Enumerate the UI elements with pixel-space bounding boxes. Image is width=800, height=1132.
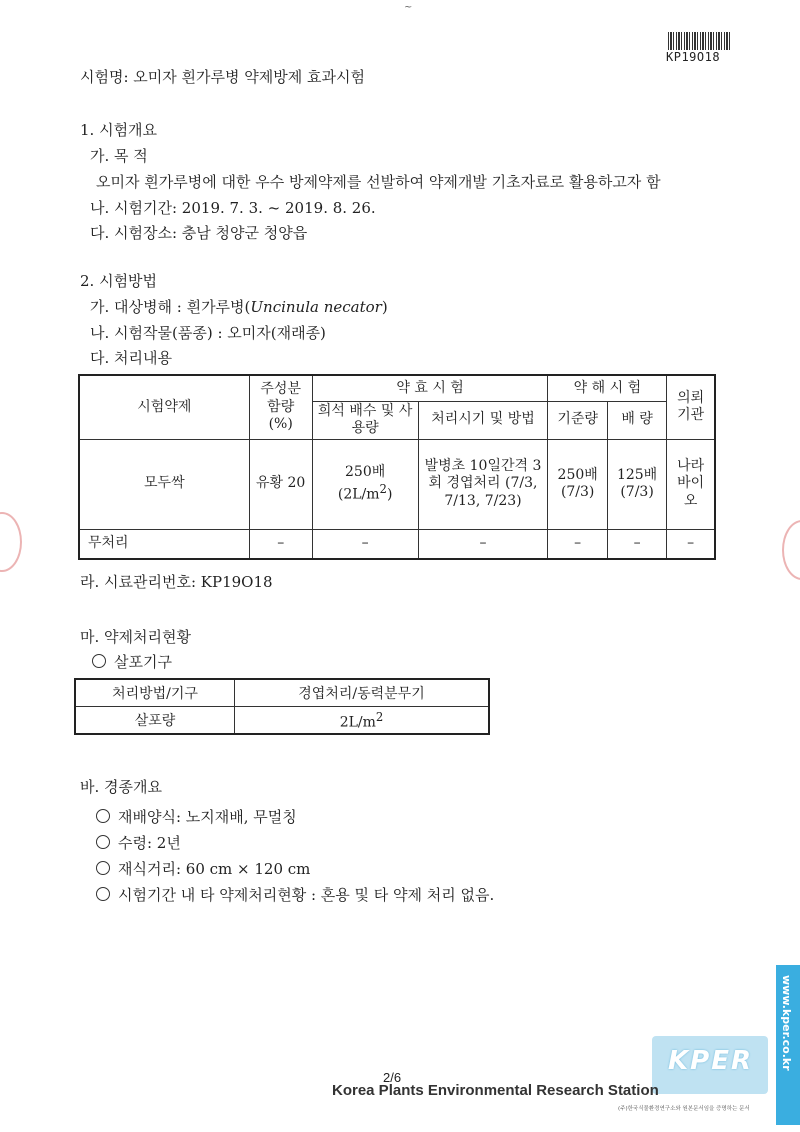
cell-dash: – xyxy=(548,529,607,559)
cell-double: 125배 (7/3) xyxy=(607,439,666,529)
cell-standard: 250배 (7/3) xyxy=(548,439,607,529)
treatment-label: 다. 처리내용 xyxy=(90,349,172,367)
circle-bullet-icon xyxy=(96,809,110,823)
header-efficacy: 약 효 시 험 xyxy=(312,375,548,401)
cell-drug: 모두싹 xyxy=(79,439,249,529)
barcode-image xyxy=(668,32,730,50)
target-disease: 가. 대상병해 : 흰가루병(Uncinula necator) xyxy=(90,298,388,316)
header-double: 배 량 xyxy=(607,401,666,439)
cell-dash: – xyxy=(249,529,312,559)
header-drug: 시험약제 xyxy=(79,375,249,439)
seal-stamp-right xyxy=(782,520,800,580)
spray-method-label: 처리방법/기구 xyxy=(75,679,235,707)
test-period: 나. 시험기간: 2019. 7. 3. ~ 2019. 8. 26. xyxy=(90,199,376,217)
section-ba-heading: 바. 경종개요 xyxy=(80,778,162,796)
top-mark: ~ xyxy=(404,2,413,13)
station-name: Korea Plants Environmental Research Station xyxy=(332,1082,659,1099)
header-phyto: 약 해 시 험 xyxy=(548,375,667,401)
cell-untreated: 무처리 xyxy=(79,529,249,559)
header-client: 의뢰 기관 xyxy=(667,375,715,439)
cultivation-item: 재배양식: 노지재배, 무멀칭 xyxy=(96,806,297,827)
spray-method-value: 경엽처리/동력분무기 xyxy=(235,679,490,707)
header-standard: 기준량 xyxy=(548,401,607,439)
scientific-name: Uncinula necator xyxy=(250,298,382,316)
section-1-heading: 1. 시험개요 xyxy=(80,121,158,139)
circle-bullet-icon xyxy=(96,887,110,901)
cell-client: 나라 바이 오 xyxy=(667,439,715,529)
seal-stamp-left xyxy=(0,512,22,572)
section-2-heading: 2. 시험방법 xyxy=(80,272,158,290)
spray-amount-value: $2L/m^2$ xyxy=(235,707,490,735)
circle-bullet-icon xyxy=(96,861,110,875)
cell-content: 유황 20 xyxy=(249,439,312,529)
test-crop: 나. 시험작물(품종) : 오미자(재래종) xyxy=(90,324,326,342)
spray-table xyxy=(74,678,490,735)
cell-dash: – xyxy=(667,529,715,559)
cell-dash: – xyxy=(607,529,666,559)
test-location: 다. 시험장소: 충남 청양군 청양읍 xyxy=(90,224,308,242)
website-url: www.kper.co.kr xyxy=(780,975,793,1071)
header-timing: 처리시기 및 방법 xyxy=(418,401,548,439)
document-code: KP19O18 xyxy=(666,50,721,64)
cultivation-item: 수령: 2년 xyxy=(96,832,181,853)
spray-amount-label: 살포량 xyxy=(75,707,235,735)
sprayer-label: 살포기구 xyxy=(92,651,172,672)
sample-number: 라. 시료관리번호: KP19O18 xyxy=(80,573,273,591)
header-content: 주성분 함량 (%) xyxy=(249,375,312,439)
purpose-label: 가. 목 적 xyxy=(90,147,148,165)
header-dilution: 희석 배수 및 사용량 xyxy=(312,401,418,439)
kper-logo-text: KPER xyxy=(668,1046,753,1076)
page-title: 시험명: 오미자 흰가루병 약제방제 효과시험 xyxy=(80,68,365,86)
circle-bullet-icon xyxy=(96,835,110,849)
cultivation-item: 재식거리: 60 cm × 120 cm xyxy=(96,858,310,879)
section-ma-heading: 마. 약제처리현황 xyxy=(80,628,191,646)
cultivation-item: 시험기간 내 타 약제처리현황 : 혼용 및 타 약제 처리 없음. xyxy=(96,884,494,905)
purpose-text: 오미자 흰가루병에 대한 우수 방제약제를 선발하여 약제개발 기초자료로 활용하고자 함 xyxy=(96,173,661,191)
cell-dash: – xyxy=(312,529,418,559)
cell-dash: – xyxy=(418,529,548,559)
cell-dilution: 250배 $(2L/m^2)$ xyxy=(312,439,418,529)
treatment-table xyxy=(78,374,716,560)
footer-note: (주)한국식물환경연구소와 원본문서임을 증명하는 문서 xyxy=(618,1106,750,1112)
cell-timing: 발병초 10일간격 3회 경엽처리 (7/3, 7/13, 7/23) xyxy=(418,439,548,529)
circle-bullet-icon xyxy=(92,654,106,668)
page-number: 2/6 xyxy=(383,1070,402,1085)
